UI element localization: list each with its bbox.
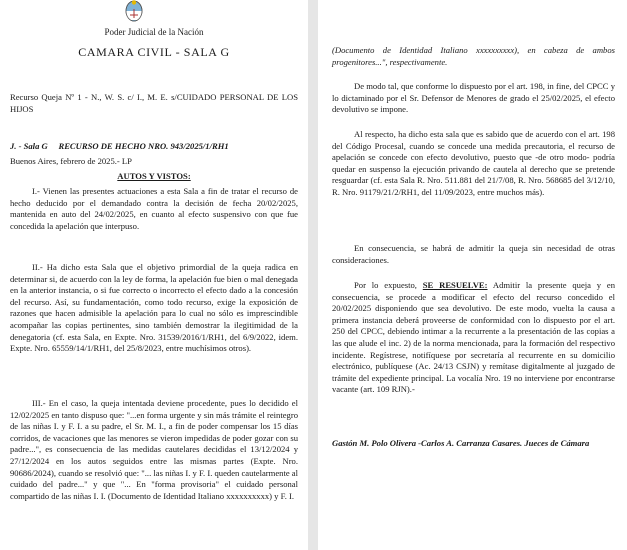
place-date: Buenos Aires, febrero de 2025.- LP <box>10 156 132 166</box>
resolution-paragraph <box>332 280 615 396</box>
coat-of-arms-icon <box>124 0 144 22</box>
court-name: CAMARA CIVIL - SALA G <box>78 45 230 59</box>
right-paragraph-0: (Documento de Identidad Italiano xxxxxxxxxx), en cabeza de ambos progenitores...", respectivamente. <box>332 45 615 67</box>
page-gutter <box>308 0 318 550</box>
institution-name: Poder Judicial de la Nación <box>104 27 204 37</box>
right-paragraph-3: En consecuencia, se habrá de admitir la queja sin necesidad de otras consideraciones. <box>332 243 615 265</box>
resolution-lead: Por lo expuesto, <box>354 280 423 290</box>
se-resuelve-keyword: SE RESUELVE: <box>422 280 488 290</box>
resolution-title: J. - Sala G RECURSO DE HECHO NRO. 943/2025/1/RH1 <box>10 141 229 151</box>
right-paragraph-1: De modo tal, que conforme lo dispuesto por el art. 198, in fine, del CPCC y lo dictaminado por el Sr. Defensor de Menores de grado el 25/02/2025, el efecto devolutivo se impone. <box>332 81 615 115</box>
left-paragraph-3: III.- En el caso, la queja intentada deviene procedente, pues lo decidido el 12/02/2025 en tanto dispuso que: "...en forma urgente y sin más trámite el reintegro de las niñas I. y F. I. a su padre, el Sr. M. I., a fin de poder compensar los 15 días corridos, de vacaciones que las menores se vieron impedidas de poder gozar con su padre...", es consecuencia de las medidas cautelares decididas el 13/12/2024 y 27/12/2024 en los autos seguidos entre las mismas partes (Expte. Nro. 90686/2024), cuando se resolvió que: "... las niñas I. y F. I. queden cautelarmente al cuidado del padre..." y que "... En "forma provisoria" el cuidado personal compartido de las niñas I. I. (Documento de Identidad Italiano xxxxxxxxxx) y F. I. <box>10 398 299 501</box>
right-paragraph-2: Al respecto, ha dicho esta sala que es sabido que de acuerdo con el art. 198 del Código Procesal, cuando se concede una medida precautoria, el recurso de apelación se concede con efecto devolutivo, puesto que -de otro modo- podría quedar en suspenso la ejecución privando de cautela al derecho que se pretende resguardar (cf. esta Sala R. Nro. 511.881 del 21/7/08, R. Nro. 568685 del 3/12/10, R. Nro. 91179/21/2/RH1, del 11/09/2023, entre muchos más). <box>332 129 615 197</box>
case-caption: Recurso Queja Nº 1 - N., W. S. c/ I., M. E. s/CUIDADO PERSONAL DE LOS HIJOS <box>10 92 298 114</box>
autos-heading: AUTOS Y VISTOS: <box>117 171 191 181</box>
signatures: Gastón M. Polo Olivera -Carlos A. Carranza Casares. Jueces de Cámara <box>332 438 590 448</box>
left-paragraph-1: I.- Vienen las presentes actuaciones a esta Sala a fin de tratar el recurso de hecho deducido por el demandado contra la decisión de fecha 20/02/2025, mantenida en auto del 24/02/2025, en cuanto al efecto suspensivo con que fue concedida la apelación que interpuso. <box>10 186 298 231</box>
left-paragraph-2: II.- Ha dicho esta Sala que el objetivo primordial de la queja radica en determinar si, de acuerdo con la ley de forma, la apelación fue bien o mal denegada en la anterior instancia, o si fue correcto o incorrecto el efecto dado a la concesión del recurso. Así, su fundamentación, como todo recurso, exige la exposición de razones que hacen admisible la apelación para lo cual no sólo es imprescindible acompañar las copias pertinentes, sino también demostrar la ilegitimidad de la denegatoria (cf. esta Sala, en Expte. Nro. 31539/2016/1/RH1, del 6/9/2022, idem. Expte. Nro. 65559/14/1/RH1, del 25/8/2023, entre muchísimos otros). <box>10 262 298 354</box>
resolution-text: Admitir la presente queja y en consecuencia, se procede a modificar el efecto del recurso concedido el 20/02/2025 disponiendo que sea devolutivo. De este modo, vuelta la causa a primera instancia deberá proveerse de conformidad con lo dispuesto por el art. 250 del CPCC, debiendo intimar a la recurrente a la presentación de las copias a las que alude el inc. 2) de la norma mencionada, para la formación del respectivo incidente. Regístrese, notifíquese por secretaría al recurrente en su domicilio electrónico, publíquese (Ac. 24/13 CSJN) y remítase digitalmente al juzgado de trámite del expediente principal. La vocalía Nro. 19 no interviene por encontrarse vacante (art. 109 RJN).- <box>332 280 616 395</box>
